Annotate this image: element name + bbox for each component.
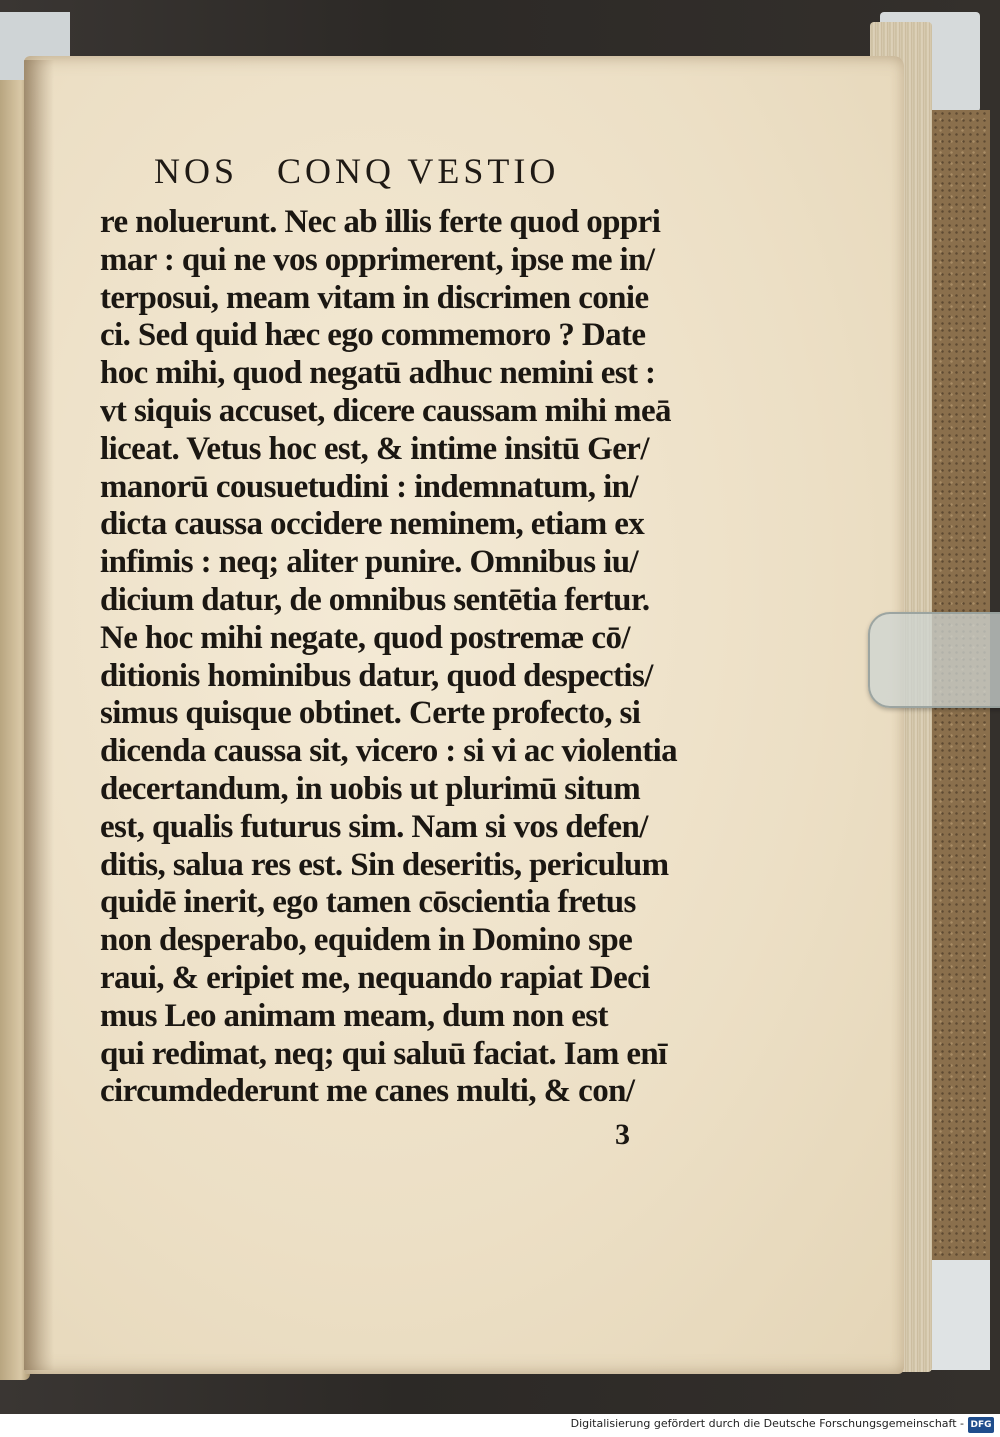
text-line: qui redimat, neq; qui saluū faciat. Iam enī [100,1035,667,1072]
text-line: re noluerunt. Nec ab illis ferte quod oppri [100,204,661,240]
page-clip [868,612,1000,708]
text-line: est, qualis futurus sim. Nam si vos defen/ [100,808,648,845]
text-line: mar : qui ne vos opprimerent, ipse me in/ [100,241,655,278]
text-line: non desperabo, equidem in Domino spe [100,922,633,959]
text-line: ci. Sed quid hæc ego commemoro ? Date [100,317,646,354]
text-line: circumdederunt me canes multi, & con/ [100,1073,635,1110]
funding-credit: Digitalisierung gefördert durch die Deutsche Forschungsgemeinschaft - [570,1417,964,1430]
body-text [100,204,740,1111]
text-line: terposui, meam vitam in discrimen conie [100,279,649,316]
text-line: liceat. Vetus hoc est, & intime insitū Ger/ [100,430,649,467]
text-line: decertandum, in uobis ut plurimū situm [100,770,641,807]
text-line: infimis : neq; aliter punire. Omnibus iu/ [100,544,639,581]
running-header: NOS CONQ VESTIO [154,151,560,191]
book-cover-edge [930,110,990,1370]
signature-mark: 3 [615,1118,630,1151]
page-gutter-shadow [24,60,54,1370]
text-line: Ne hoc mihi negate, quod postremæ cō/ [100,619,630,656]
text-line: mus Leo animam meam, dum non est [100,997,608,1034]
dfg-logo[interactable]: DFG [968,1417,994,1433]
text-line: hoc mihi, quod negatū adhuc nemini est : [100,355,656,392]
text-line: ditis, salua res est. Sin deseritis, periculum [100,846,669,883]
text-line: dicta caussa occidere neminem, etiam ex [100,506,645,543]
text-line: simus quisque obtinet. Certe profecto, si [100,695,641,732]
text-line: quidē inerit, ego tamen cōscientia fretus [100,884,636,921]
text-line: ditionis hominibus datur, quod despectis/ [100,657,653,694]
text-line: vt siquis accuset, dicere caussam mihi meā [100,392,671,429]
cover-corner [930,1260,990,1370]
text-line: dicenda caussa sit, vicero : si vi ac violentia [100,733,678,770]
footer-bar [0,1414,1000,1437]
text-line: raui, & eripiet me, nequando rapiat Deci [100,959,650,996]
text-line: manorū cousuetudini : indemnatum, in/ [100,468,638,505]
text-line: dicium datur, de omnibus sentētia fertur. [100,581,650,618]
